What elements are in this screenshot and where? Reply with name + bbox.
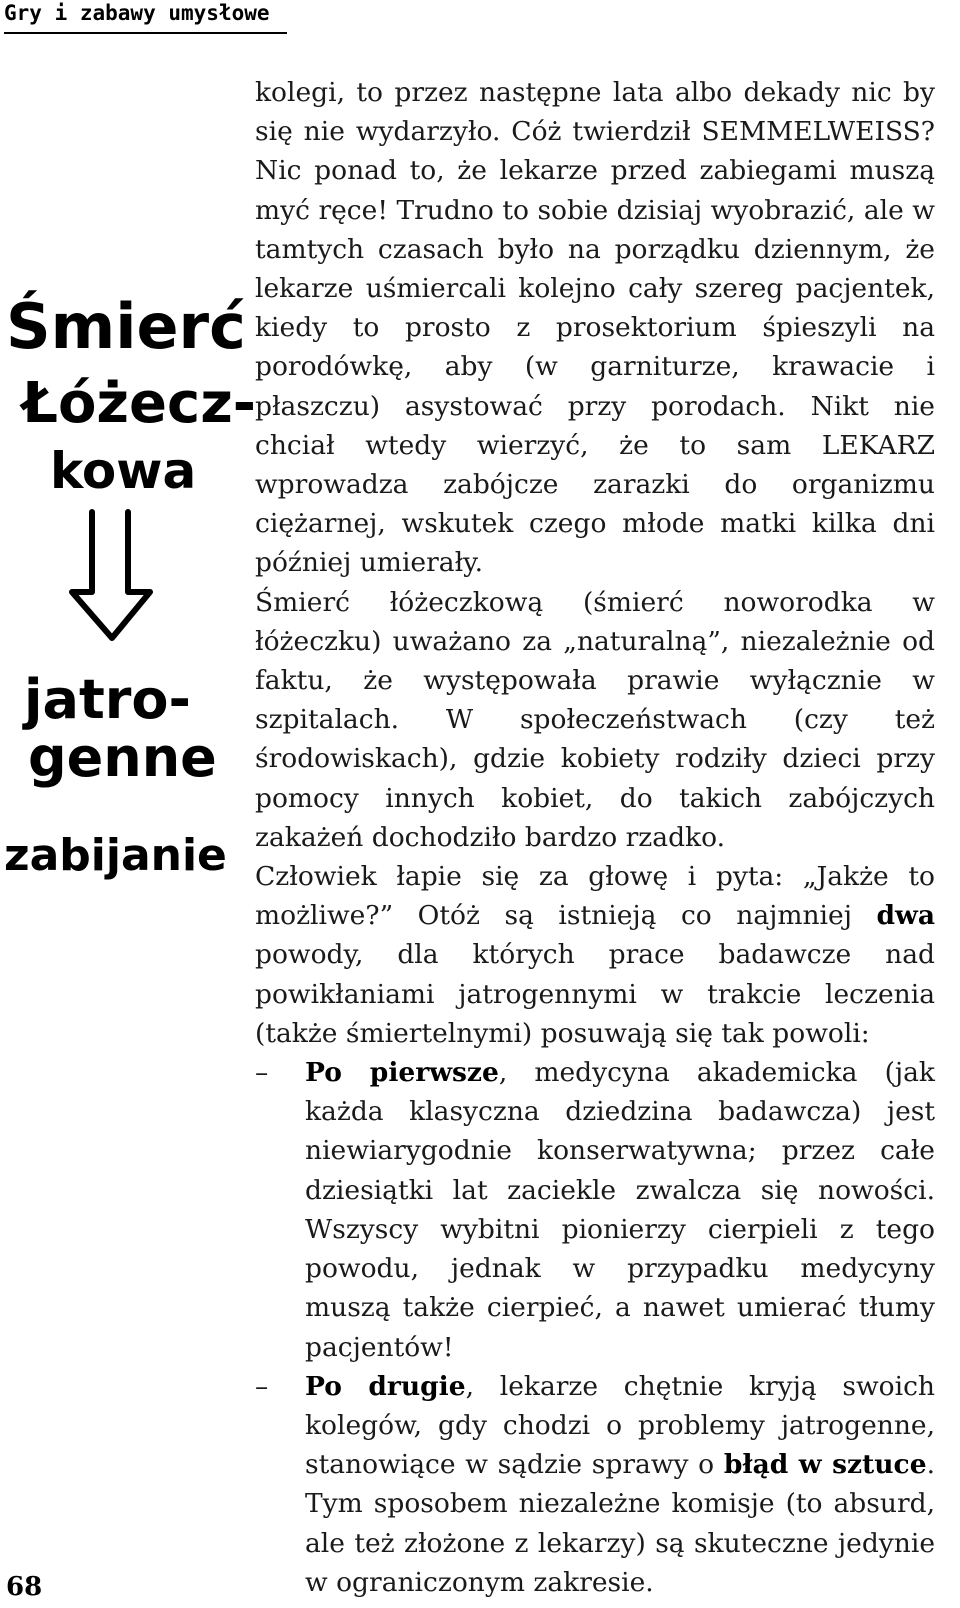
page-number: 68 [6,1572,43,1602]
paragraph-3 [255,857,935,1053]
list-item-2-text-2: . Tym sposobem niezależne komisje (to absurd, ale też złożone z lekarzy) są skuteczne jedynie w ograniczonym zakresie. [305,1449,935,1598]
header-rule [4,32,287,34]
main-text [255,73,935,1602]
paragraph-2: Śmierć łóżeczkową (śmierć noworodka w łóżeczku) uważano za „naturalną”, niezależnie od faktu, że występowała prawie wyłącznie w szpitalach. W społeczeństwach (czy też środowiskach), gdzie kobiety rodziły dzieci przy pomocy innych kobiet, do takich zabójczych zakażeń dochodziło bardzo rzadko. [255,586,935,853]
paragraph-3-bold: dwa [876,900,935,932]
list-item-2-lead: Po drugie [305,1370,466,1402]
margin-note-drawing [0,270,257,910]
note-line-2: Łóżecz- [22,371,257,436]
list-item [255,1367,935,1602]
note-line-5: genne [28,726,217,789]
note-line-6: zabijanie [4,830,227,881]
handwritten-margin-note [0,270,257,910]
list-dash: – [255,1370,269,1402]
list-item-1-text: , medycyna akademicka (jak każda klasyczna dziedzina badawcza) jest niewiarygodnie konserwatywna; przez całe dziesiątki lat zaciekle zwalcza się nowości. Wszyscy wybitni pionierzy cierpieli z tego powodu, jednak w przypadku medycyny muszą także cierpieć, a nawet umierać tłumy pacjentów! [305,1057,935,1363]
list-item-1-lead: Po pierwsze [305,1057,499,1089]
note-line-1: Śmierć [6,290,246,363]
paragraph-1: kolegi, to przez następne lata albo dekady nic by się nie wydarzyło. Cóż twierdził SEMMELWEISS? Nic ponad to, że lekarze przed zabiegami muszą myć ręce! Trudno to sobie dzisiaj wyobrazić, ale w tamtych czasach było na porządku dziennym, że lekarze uśmiercali kolejno cały szereg pacjentek, kiedy to prosto z prosektorium śpieszyli na porodówkę, aby (w garniturze, krawacie i płaszczu) asystować przy porodach. Nikt nie chciał wtedy wierzyć, że to sam LEKARZ wprowadza zabójcze zarazki do organizmu ciężarnej, wskutek czego młode matki kilka dni później umierały. [255,77,935,579]
list-item [255,1053,935,1367]
note-line-4: jatro- [24,668,191,731]
paragraph-3-start: Człowiek łapie się za głowę i pyta: „Jakże to możliwe?” Otóż są istnieją co najmniej [255,861,935,932]
paragraph-3-end: powody, dla których prace badawcze nad powikłaniami jatrogennymi w trakcie leczenia (także śmiertelnymi) posuwają się tak powoli: [255,939,935,1049]
note-line-3: kowa [50,442,197,500]
down-arrow-icon [72,512,150,638]
list-item-2-bold-term: błąd w sztuce [723,1449,927,1481]
running-header: Gry i zabawy umysłowe [4,1,270,25]
list-item-2-text-1: , lekarze chętnie kryją swoich kolegów, gdy chodzi o problemy jatrogenne, stanowiące w sądzie sprawy o [305,1370,935,1481]
list-dash: – [255,1057,269,1089]
